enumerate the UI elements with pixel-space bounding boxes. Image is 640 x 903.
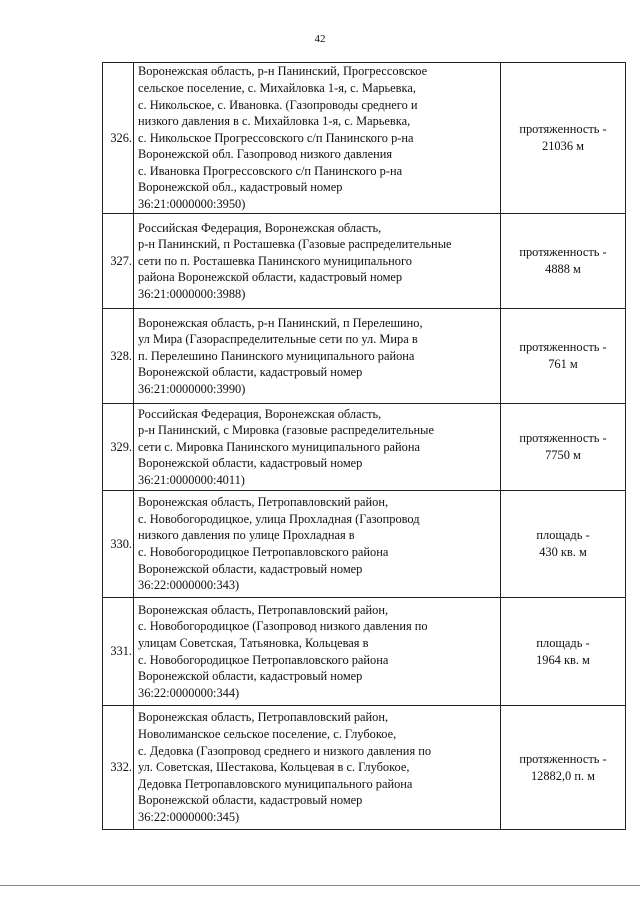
table-row — [103, 214, 626, 309]
row-number: 328. — [103, 309, 134, 404]
object-description: Воронежская область, р-н Панинский, п Перелешино, ул Мира (Газораспределительные сети по ул. Мира в п. Перелешино Панинского муниципального района Воронежской области, кадастровый номер 36:21:0000000:3990) — [134, 309, 501, 404]
object-measure: площадь - 1964 кв. м — [501, 598, 626, 706]
object-measure: протяженность - 4888 м — [501, 214, 626, 309]
object-description: Воронежская область, Петропавловский район, Новолиманское сельское поселение, с. Глубокое, с. Дедовка (Газопровод среднего и низкого давления по ул. Советская, Шестакова, Кольцевая в с. Глубокое, Дедовка Петропавловского муниципального района Воронежской области, кадастровый номер 36:22:0000000:345) — [134, 706, 501, 830]
object-measure: протяженность - 21036 м — [501, 63, 626, 214]
row-number: 331. — [103, 598, 134, 706]
object-measure: площадь - 430 кв. м — [501, 491, 626, 598]
row-number: 326. — [103, 63, 134, 214]
table-row — [103, 404, 626, 491]
object-description: Воронежская область, Петропавловский район, с. Новобогородицкое, улица Прохладная (Газопровод низкого давления по улице Прохладная в с. Новобогородицкое Петропавловского района Воронежской области, кадастровый номер 36:22:0000000:343) — [134, 491, 501, 598]
page-number: 42 — [314, 33, 326, 45]
registry-table — [102, 62, 626, 830]
object-measure: протяженность - 761 м — [501, 309, 626, 404]
table-row — [103, 309, 626, 404]
table-row — [103, 598, 626, 706]
object-description: Воронежская область, р-н Панинский, Прогрессовское сельское поселение, с. Михайловка 1-я, с. Марьевка, с. Никольское, с. Ивановка. (Газопроводы среднего и низкого давления в с. Михайловка 1-я, с. Марьевка, с. Никольское Прогрессовского с/п Панинского р-на Воронежской обл. Газопровод низкого давления с. Ивановка Прогрессовского с/п Панинского р-на Воронежской обл., кадастровый номер 36:21:0000000:3950) — [134, 63, 501, 214]
table-row — [103, 491, 626, 598]
footer-divider — [0, 885, 640, 886]
object-description: Российская Федерация, Воронежская область, р-н Панинский, с Мировка (газовые распределительные сети с. Мировка Панинского муниципального района Воронежской области, кадастровый номер 36:21:0000000:4011) — [134, 404, 501, 491]
table-row — [103, 706, 626, 830]
row-number: 329. — [103, 404, 134, 491]
object-description: Воронежская область, Петропавловский район, с. Новобогородицкое (Газопровод низкого давления по улицам Советская, Татьяновка, Кольцевая в с. Новобогородицкое Петропавловского района Воронежской области, кадастровый номер 36:22:0000000:344) — [134, 598, 501, 706]
row-number: 327. — [103, 214, 134, 309]
row-number: 332. — [103, 706, 134, 830]
table-row — [103, 63, 626, 214]
object-measure: протяженность - 12882,0 п. м — [501, 706, 626, 830]
row-number: 330. — [103, 491, 134, 598]
object-description: Российская Федерация, Воронежская область, р-н Панинский, п Росташевка (Газовые распределительные сети по п. Росташевка Панинского муниципального района Воронежской области, кадастровый номер 36:21:0000000:3988) — [134, 214, 501, 309]
object-measure: протяженность - 7750 м — [501, 404, 626, 491]
